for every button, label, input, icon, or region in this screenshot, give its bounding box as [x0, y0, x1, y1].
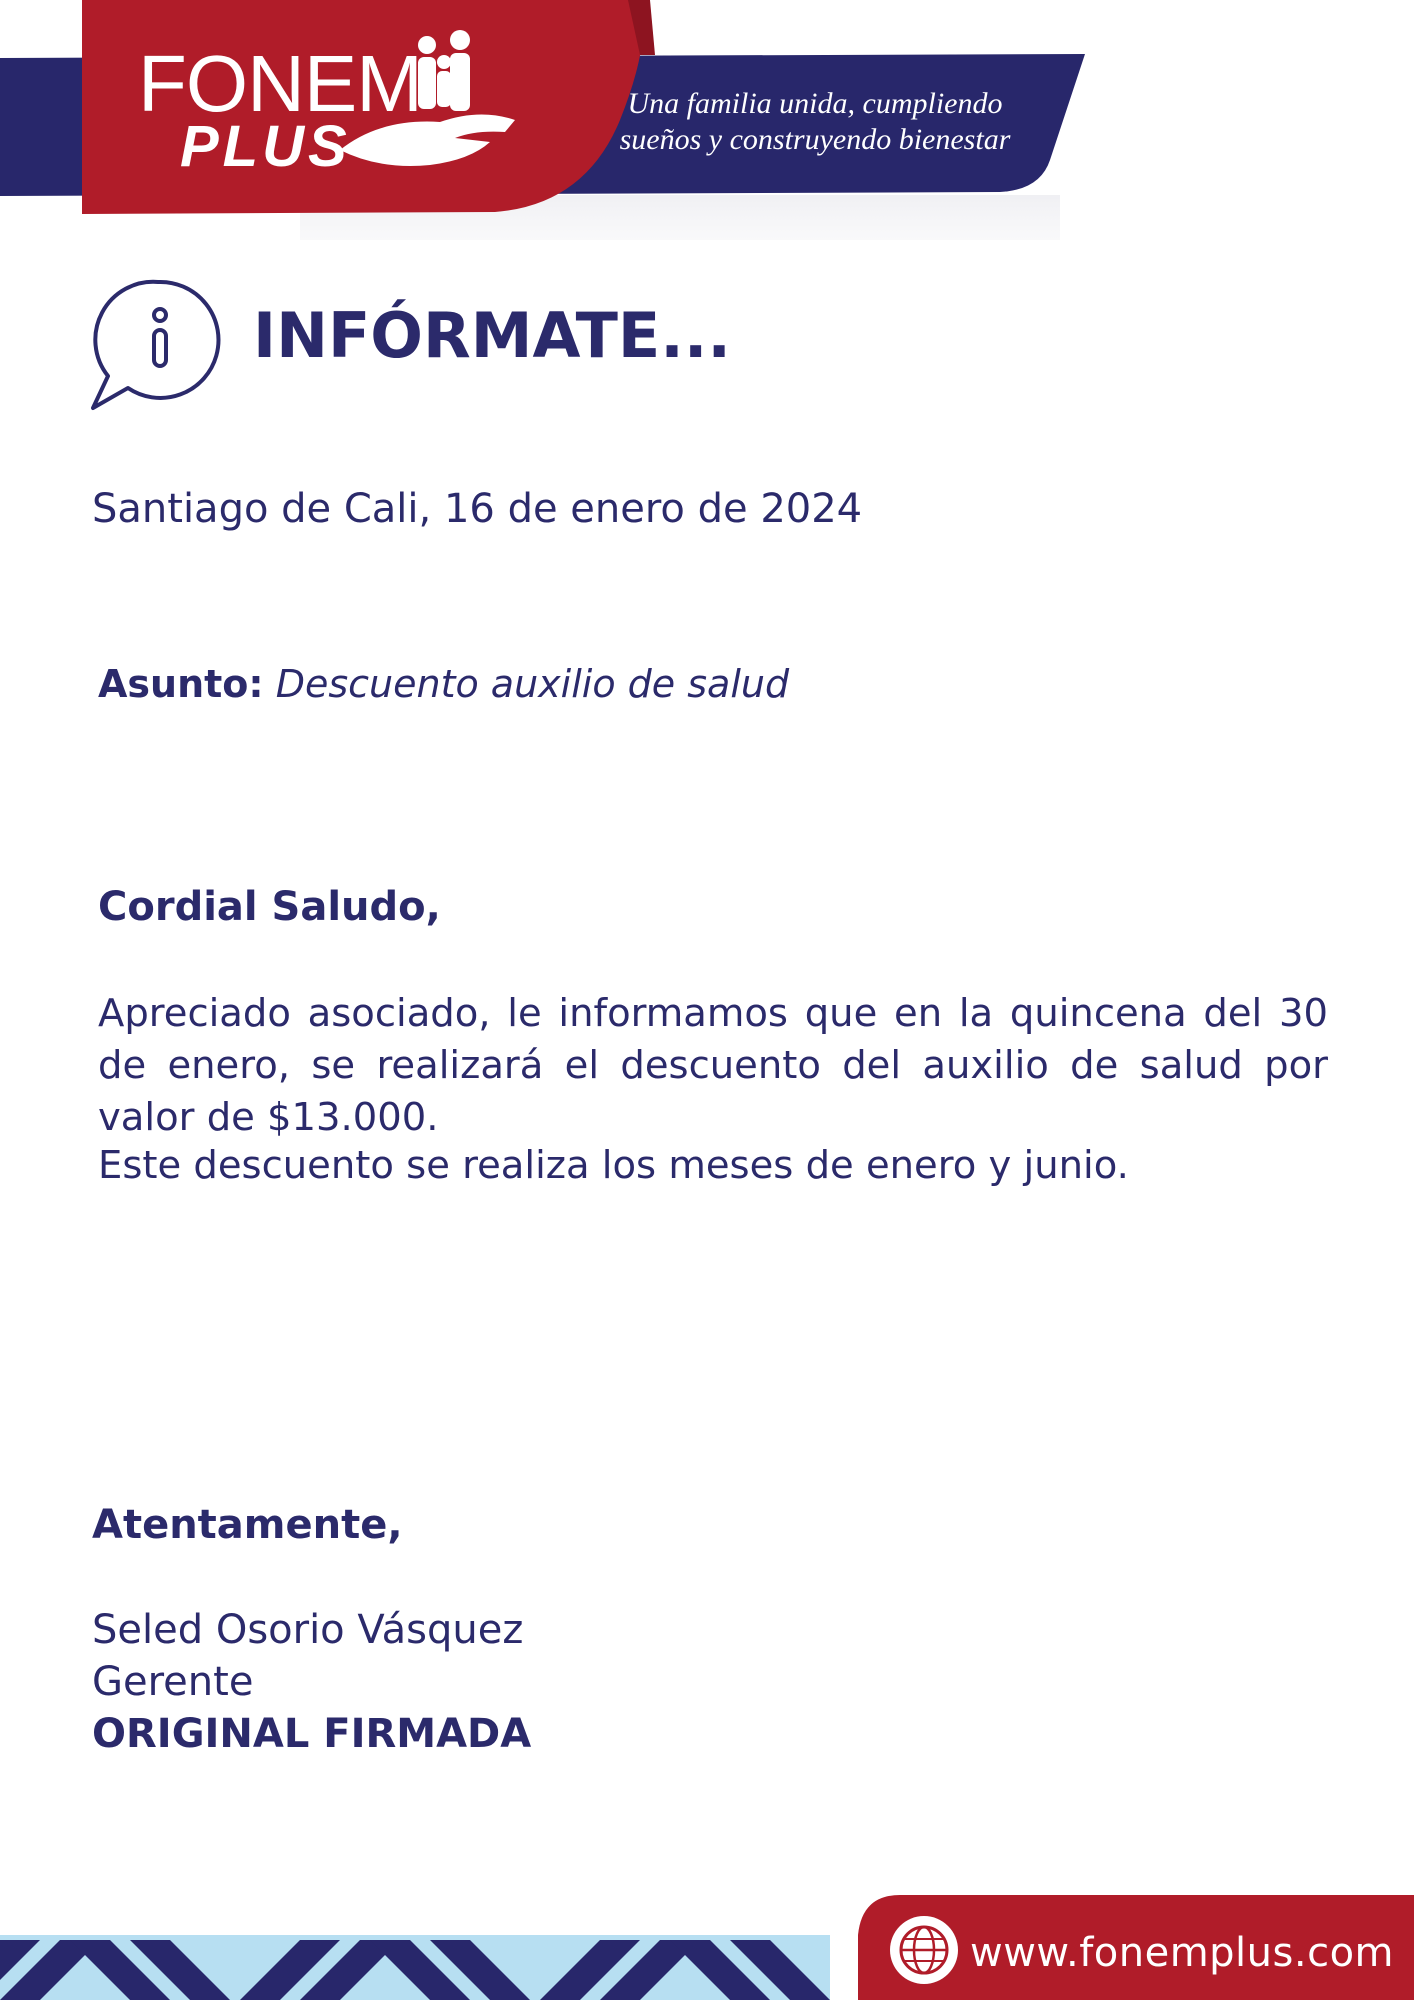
body-paragraph-2: Este descuento se realiza los meses de enero y junio.: [98, 1143, 1129, 1188]
slogan-line-2: sueños y construyendo bienestar: [619, 123, 1011, 156]
slogan: [600, 86, 1030, 158]
subject-line: [98, 662, 789, 706]
closing: Atentamente,: [92, 1502, 403, 1548]
signer-name: Seled Osorio Vásquez: [92, 1607, 524, 1653]
page-title: INFÓRMATE...: [253, 299, 731, 372]
body-paragraph-1: Apreciado asociado, le informamos que en la quincena del 30 de enero, se realizará el descuento del auxilio de salud por valor de $13.000.: [98, 991, 1328, 1140]
signature-note: ORIGINAL FIRMADA: [92, 1711, 532, 1757]
subject-label: Asunto:: [98, 662, 264, 706]
subject-value: Descuento auxilio de salud: [275, 662, 790, 706]
letter-date: Santiago de Cali, 16 de enero de 2024: [92, 486, 863, 532]
signer-role: Gerente: [92, 1659, 254, 1705]
logo-wordmark: FONEM: [138, 39, 422, 128]
website-link[interactable]: www.fonemplus.com: [970, 1930, 1395, 1976]
greeting: Cordial Saludo,: [98, 884, 441, 930]
globe-www-icon: [889, 1915, 959, 1985]
logo-plus-text: PLUS: [180, 114, 351, 179]
info-speech-bubble-icon: [88, 278, 223, 413]
slogan-line-1: Una familia unida, cumpliendo: [627, 87, 1003, 120]
